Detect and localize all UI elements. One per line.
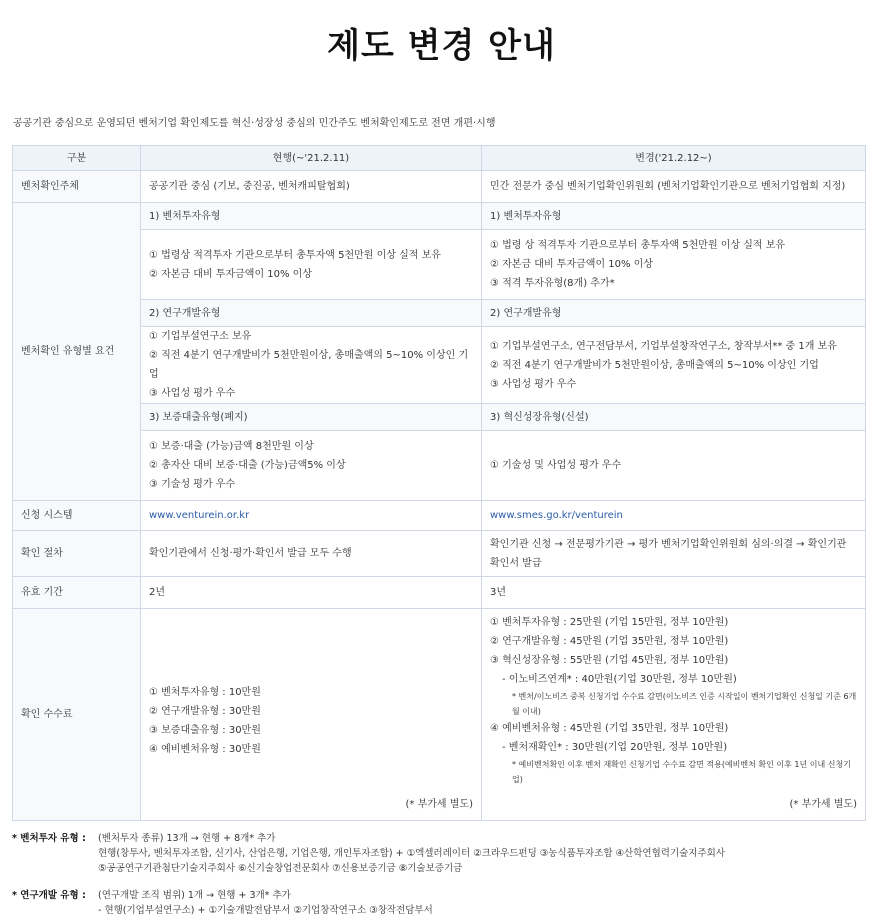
table-row — [13, 404, 866, 431]
rnd-current-title: 2) 연구개발유형 — [141, 300, 482, 327]
list-item: ① 벤처투자유형 : 25만원 (기업 15만원, 정부 10만원) — [490, 617, 729, 628]
table-row — [13, 203, 866, 230]
row-label-system: 신청 시스템 — [13, 501, 141, 531]
list-item: ① 법령 상 적격투자 기관으로부터 총투자액 5천만원 이상 실적 보유 — [490, 240, 786, 251]
header-category: 구분 — [13, 146, 141, 171]
note-line: (벤처투자 종류) 13개 → 현행 + 8개* 추가 — [98, 833, 276, 844]
list-item: ① 기업부설연구소 보유 — [149, 331, 252, 342]
table-row — [13, 300, 866, 327]
note-rnd — [12, 888, 883, 918]
note-text — [98, 888, 883, 918]
list-item: ② 직전 4분기 연구개발비가 5천만원이상, 총매출액의 5~10% 이상인 기업 — [149, 350, 469, 380]
list-item: - 벤처재확인* : 30만원(기업 20만원, 정부 10만원) — [502, 742, 728, 753]
list-item: ③ 혁신성장유형 : 55만원 (기업 45만원, 정부 10만원) — [490, 655, 729, 666]
note-label: * 벤처투자 유형 : — [12, 833, 86, 844]
row-label-validity: 유효 기간 — [13, 577, 141, 609]
list-item: ③ 보증대출유형 : 30만원 — [149, 725, 261, 736]
intro-text: 공공기관 중심으로 운영되던 벤처기업 확인제도를 혁신·성장성 중심의 민간주도 벤처확인제도로 전면 개편·시행 — [13, 118, 496, 129]
table-row — [13, 171, 866, 203]
list-item: ① 벤처투자유형 : 10만원 — [149, 687, 261, 698]
row-label-procedure: 확인 절차 — [13, 531, 141, 577]
list-item: ② 직전 4분기 연구개발비가 5천만원이상, 총매출액의 5~10% 이상인 기업 — [490, 359, 819, 371]
header-new: 변경('21.2.12~) — [482, 146, 866, 171]
note-text — [98, 831, 883, 876]
validity-current: 2년 — [141, 577, 482, 609]
list-item: ① 법령상 적격투자 기관으로부터 총투자액 5천만원 이상 실적 보유 — [149, 249, 441, 261]
invest-new-list — [482, 230, 866, 300]
vat-note-current: (* 부가세 별도) — [405, 799, 473, 810]
list-item: ③ 기술성 평가 우수 — [149, 479, 236, 490]
list-item: ② 연구개발유형 : 30만원 — [149, 706, 261, 717]
list-item: ② 총자산 대비 보증·대출 (가능)금액5% 이상 — [149, 460, 346, 471]
list-item: ④ 예비벤처유형 : 45만원 (기업 35만원, 정부 10만원) — [490, 723, 729, 734]
fee-current — [141, 609, 482, 821]
rnd-current-list — [141, 327, 482, 404]
procedure-current: 확인기관에서 신청·평가·확인서 발급 모두 수행 — [141, 531, 482, 577]
list-item: ① 보증·대출 (가능)금액 8천만원 이상 — [149, 441, 314, 452]
row-label-fee: 확인 수수료 — [13, 609, 141, 821]
system-current-link[interactable]: www.venturein.or.kr — [141, 501, 482, 531]
list-item: ② 자본금 대비 투자금액이 10% 이상 — [149, 268, 313, 280]
row-label-requirements: 벤처확인 유형별 요건 — [13, 203, 141, 501]
note-line: - 현행(기업부설연구소) + ①기술개발전담부서 ②기업창작연구소 ③창작전담부서 — [98, 905, 433, 916]
loan-current-list — [141, 431, 482, 501]
table-row — [13, 327, 866, 404]
table-row — [13, 531, 866, 577]
list-item: ④ 예비벤처유형 : 30만원 — [149, 744, 261, 755]
invest-new-title: 1) 벤처투자유형 — [482, 203, 866, 230]
footnotes — [12, 831, 883, 918]
comparison-table — [12, 145, 866, 821]
list-item: ② 연구개발유형 : 45만원 (기업 35만원, 정부 10만원) — [490, 636, 729, 647]
rnd-new-list — [482, 327, 866, 404]
table-row — [13, 609, 866, 821]
row-label-subject: 벤처확인주체 — [13, 171, 141, 203]
list-item: ③ 사업성 평가 우수 — [490, 378, 577, 390]
table-row — [13, 431, 866, 501]
loan-current-title: 3) 보증대출유형(폐지) — [141, 404, 482, 431]
validity-new: 3년 — [482, 577, 866, 609]
rnd-new-title: 2) 연구개발유형 — [482, 300, 866, 327]
note-line: 현행(창투사, 벤처투자조합, 신기사, 산업은행, 기업은행, 개인투자조합) + ①엑셀러레이터 ②크라우드펀딩 ③농식품투자조합 ④산학연협력기술지주회사 — [98, 848, 726, 859]
invest-current-list — [141, 230, 482, 300]
list-item: - 이노비즈연계* : 40만원(기업 30만원, 정부 10만원) — [502, 674, 737, 685]
loan-new-title: 3) 혁신성장유형(신설) — [482, 404, 866, 431]
invest-current-title: 1) 벤처투자유형 — [141, 203, 482, 230]
note-line: (연구개발 조직 범위) 1개 → 현행 + 3개* 추가 — [98, 890, 291, 901]
list-item: ③ 적격 투자유형(8개) 추가* — [490, 278, 615, 289]
subject-current: 공공기관 중심 (기보, 중진공, 벤처캐피탈협회) — [141, 171, 482, 203]
header-current: 현행(~'21.2.11) — [141, 146, 482, 171]
procedure-new: 확인기관 신청 → 전문평가기관 → 평가 벤처기업확인위원회 심의·의결 → 확인기관 확인서 발급 — [482, 531, 866, 577]
system-new-link[interactable]: www.smes.go.kr/venturein — [482, 501, 866, 531]
page-title: 제도 변경 안내 — [327, 26, 556, 66]
table-row — [13, 501, 866, 531]
list-item: ③ 사업성 평가 우수 — [149, 388, 236, 399]
footnote: * 예비벤처확인 이후 벤처 재확인 신청기업 수수료 감면 적용(예비벤처 확인 이후 1년 이내 신청기업) — [512, 760, 851, 784]
note-label: * 연구개발 유형 : — [12, 890, 86, 901]
list-item: ② 자본금 대비 투자금액이 10% 이상 — [490, 259, 654, 270]
loan-new-list — [482, 431, 866, 501]
list-item: ① 기술성 및 사업성 평가 우수 — [490, 460, 622, 471]
table-row — [13, 577, 866, 609]
list-item: ① 기업부설연구소, 연구전담부서, 기업부설창작연구소, 창작부서** 중 1개 보유 — [490, 340, 837, 352]
table-row — [13, 230, 866, 300]
subject-new: 민간 전문가 중심 벤처기업확인위원회 (벤처기업확인기관으로 벤처기업협회 지정) — [482, 171, 866, 203]
fee-new — [482, 609, 866, 821]
note-invest — [12, 831, 883, 876]
footnote: * 벤처/이노비즈 중복 신청기업 수수료 감면(이노비즈 인증 시작일이 벤처기업확인 신청일 기준 6개월 이내) — [512, 692, 857, 716]
vat-note-new: (* 부가세 별도) — [789, 799, 857, 810]
table-header-row — [13, 146, 866, 171]
note-line: ⑤공공연구기관첨단기술지주회사 ⑥신기술창업전문회사 ⑦신용보증기금 ⑧기술보증기금 — [98, 863, 463, 874]
